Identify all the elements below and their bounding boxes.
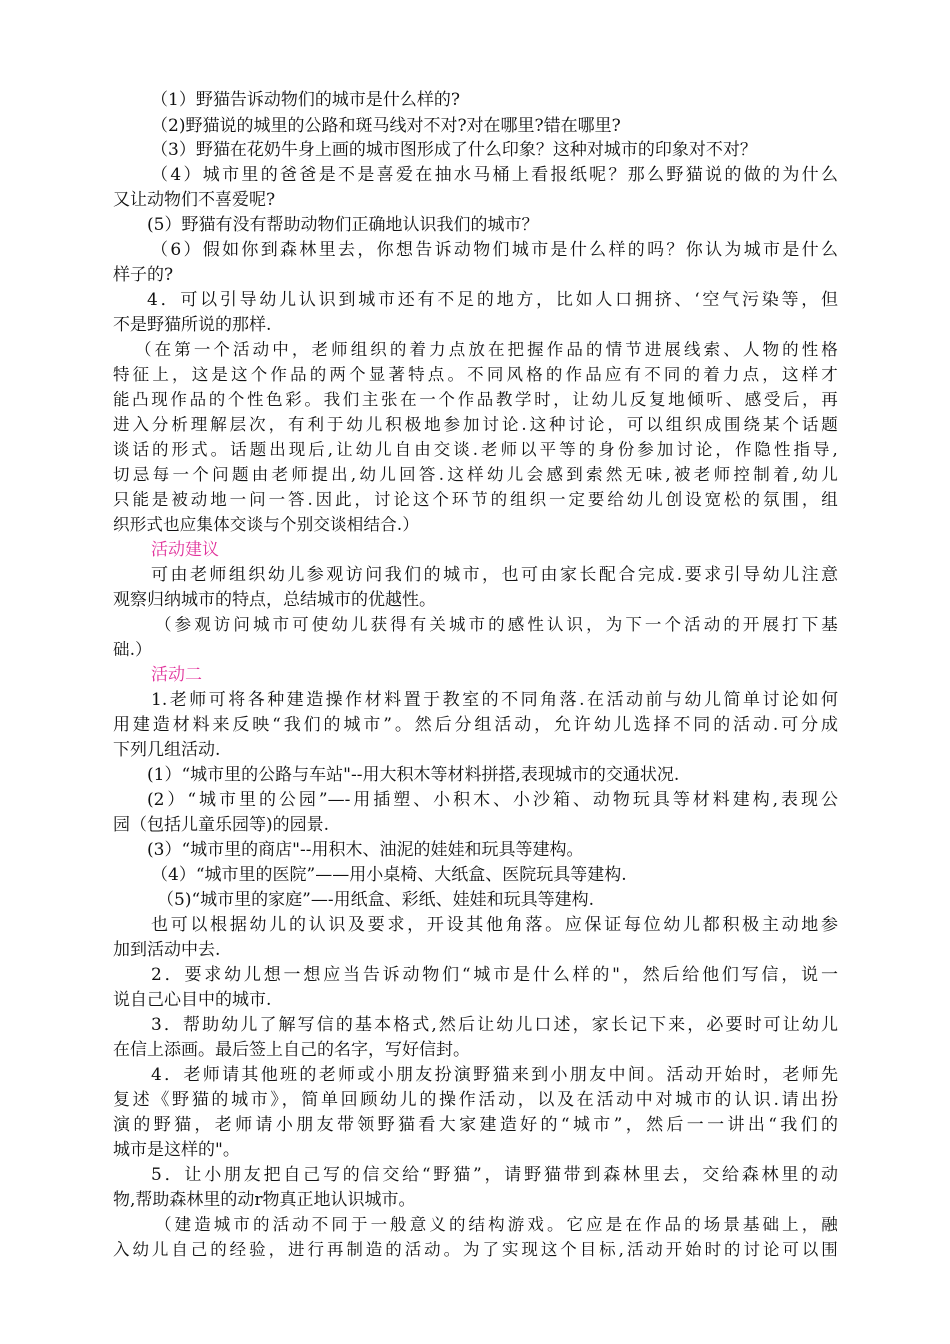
note-line: （参观访问城市可使幼儿获得有关城市的感性认识，为下一个活动的开展打下基 xyxy=(155,615,838,634)
note-line: 只能是被动地一问一答.因此，讨论这个环节的组织一定要给幼儿创设宽松的氛围，组 xyxy=(113,490,838,509)
paragraph-line: 4．可以引导幼儿认识到城市还有不足的地方，比如人口拥挤、‘空气污染等，但 xyxy=(147,290,838,310)
paragraph-line: 下列几组活动. xyxy=(113,740,221,760)
paragraph-line: （4）“城市里的医院”——用小桌椅、大纸盒、医院玩具等建构. xyxy=(151,865,627,885)
paragraph-line: 复述《野猫的城市》，简单回顾幼儿的操作活动，以及在活动中对城市的认识.请出扮 xyxy=(113,1090,838,1110)
paragraph-line: 不是野猫所说的那样. xyxy=(113,315,272,335)
paragraph-line: 4．老师请其他班的老师或小朋友扮演野猫来到小朋友中间。活动开始时，老师先 xyxy=(151,1065,838,1085)
note-line: （在第一个活动中，老师组织的着力点放在把握作品的情节进展线索、人物的性格 xyxy=(135,340,838,359)
paragraph-line: 可由老师组织幼儿参观访问我们的城市，也可由家长配合完成.要求引导幼儿注意 xyxy=(151,565,838,585)
note-line: 织形式也应集体交谈与个别交谈相结合.） xyxy=(113,515,420,534)
note-line: 切忌每一个问题由老师提出,幼儿回答.这样幼儿会感到索然无味,被老师控制着,幼儿 xyxy=(113,465,838,484)
paragraph-line: （1）野猫告诉动物们的城市是什么样的? xyxy=(151,90,460,110)
note-line: （建造城市的活动不同于一般意义的结构游戏。它应是在作品的场景基础上，融 xyxy=(155,1215,838,1234)
paragraph-line: 样子的? xyxy=(113,265,174,285)
paragraph-line: (2）“城市里的公园”—-用插塑、小积木、小沙箱、动物玩具等材料建构,表现公 xyxy=(147,790,838,810)
paragraph-line: (1）“城市里的公路与车站"--用大积木等材料拼搭,表现城市的交通状况. xyxy=(147,765,680,785)
paragraph-line: (3）“城市里的商店"--用积木、油泥的娃娃和玩具等建构。 xyxy=(147,840,584,860)
note-line: 础.） xyxy=(113,640,152,659)
note-line: 谈话的形式。话题出现后,让幼儿自由交谈.老师以平等的身份参加讨论，作隐性指导, xyxy=(113,440,838,459)
section-heading: 活动二 xyxy=(151,665,202,685)
paragraph-line: 在信上添画。最后签上自己的名字，写好信封。 xyxy=(113,1040,470,1060)
paragraph-line: 观察归纳城市的特点，总结城市的优越性。 xyxy=(113,590,436,610)
paragraph-line: 说自己心目中的城市. xyxy=(113,990,272,1010)
note-line: 特征上，这是这个作品的两个显著特点。不同风格的作品应有不同的着力点，这样才 xyxy=(113,365,838,384)
paragraph-line: 5．让小朋友把自己写的信交给“野猫”，请野猫带到森林里去，交给森林里的动 xyxy=(151,1165,838,1185)
paragraph-line: 用建造材料来反映“我们的城市”。然后分组活动，允许幼儿选择不同的活动.可分成 xyxy=(113,715,838,735)
note-line: 进入分析理解层次，有利于幼儿积极地参加讨论.这种讨论，可以组织成围绕某个话题 xyxy=(113,415,838,434)
note-line: 能凸现作品的个性色彩。我们主张在一个作品教学时，让幼儿反复地倾听、感受后，再 xyxy=(113,390,838,409)
paragraph-line: （2)野猫说的城里的公路和斑马线对不对?对在哪里?错在哪里? xyxy=(151,116,621,136)
paragraph-line: （6）假如你到森林里去，你想告诉动物们城市是什么样的吗？你认为城市是什么 xyxy=(151,240,838,260)
paragraph-line: 加到活动中去. xyxy=(113,940,221,960)
paragraph-line: 演的野猫，老师请小朋友带领野猫看大家建造好的“城市”，然后一一讲出“我们的 xyxy=(113,1115,838,1135)
paragraph-line: 又让动物们不喜爱呢? xyxy=(113,190,276,210)
paragraph-line: (5）野猫有没有帮助动物们正确地认识我们的城市？ xyxy=(147,215,539,235)
paragraph-line: 物,帮助森林里的动r物真正地认识城市。 xyxy=(113,1190,416,1210)
paragraph-line: （3）野猫在花奶牛身上画的城市图形成了什么印象？这种对城市的印象对不对？ xyxy=(151,140,757,160)
paragraph-line: 3．帮助幼儿了解写信的基本格式,然后让幼儿口述，家长记下来，必要时可让幼儿 xyxy=(151,1015,838,1035)
paragraph-line: （5)“城市里的家庭”—-用纸盒、彩纸、娃娃和玩具等建构. xyxy=(157,890,594,910)
note-line: 入幼儿自己的经验，进行再制造的活动。为了实现这个目标,活动开始时的讨论可以围 xyxy=(113,1240,838,1259)
paragraph-line: 也可以根据幼儿的认识及要求，开设其他角落。应保证每位幼儿都积极主动地参 xyxy=(151,915,838,935)
paragraph-line: （4）城市里的爸爸是不是喜爱在抽水马桶上看报纸呢？那么野猫说的做的为什么 xyxy=(151,165,838,185)
paragraph-line: 1.老师可将各种建造操作材料置于教室的不同角落.在活动前与幼儿简单讨论如何 xyxy=(151,690,838,710)
paragraph-line: 园（包括儿童乐园等)的园景. xyxy=(113,815,330,835)
paragraph-line: 2．要求幼儿想一想应当告诉动物们“城市是什么样的"，然后给他们写信，说一 xyxy=(151,965,838,985)
section-heading: 活动建议 xyxy=(151,540,219,560)
paragraph-line: 城市是这样的"。 xyxy=(113,1140,240,1160)
